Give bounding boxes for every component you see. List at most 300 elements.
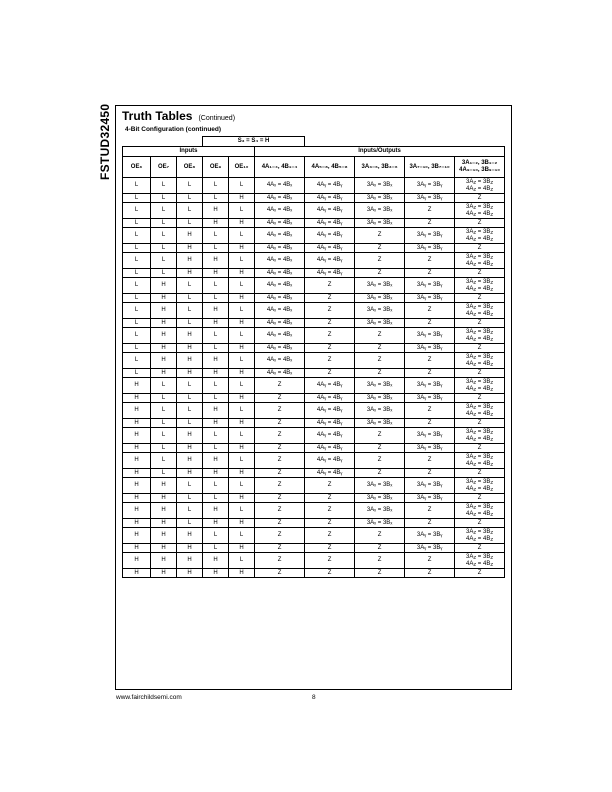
oe-cell: H: [177, 253, 203, 269]
oe-cell: L: [151, 394, 177, 403]
oe-cell: H: [177, 328, 203, 344]
table-row: [123, 353, 505, 369]
io-cell-last: [455, 503, 505, 519]
io-cell: 3Aᵧ = 3Bᵧ: [405, 378, 455, 394]
oe-cell: H: [203, 453, 229, 469]
io-cell-line: Z: [477, 369, 482, 376]
io-cell-line: $3A_Z = 3B_Z$: [466, 229, 494, 235]
column-header: OE₁₀: [229, 157, 255, 178]
io-cell: 3Aₓ = 3Bₓ: [355, 203, 405, 219]
oe-cell: H: [177, 569, 203, 578]
io-cell-last: [455, 269, 505, 278]
io-cell-last: [455, 253, 505, 269]
io-cell: Z: [255, 419, 305, 428]
column-header: [455, 157, 505, 178]
oe-cell: L: [177, 203, 203, 219]
oe-cell: H: [123, 494, 151, 503]
io-cell-line: $4A_Z = 4B_Z$: [466, 410, 494, 417]
io-cell-line: $4A_Z = 4B_Z$: [466, 535, 494, 542]
io-cell-line: $4A_Z = 4B_Z$: [466, 460, 494, 467]
oe-cell: H: [177, 344, 203, 353]
table-row: [123, 544, 505, 553]
oe-cell: H: [177, 228, 203, 244]
io-cell: Z: [405, 453, 455, 469]
io-cell: Z: [305, 569, 355, 578]
table-row: [123, 194, 505, 203]
io-cell-line: $3A_Z = 3B_Z$: [466, 554, 494, 560]
oe-cell: H: [203, 553, 229, 569]
io-cell: 3Aₓ = 3Bₓ: [355, 494, 405, 503]
io-cell: Z: [355, 253, 405, 269]
oe-cell: L: [229, 403, 255, 419]
io-cell: 3Aᵧ = 3Bᵧ: [405, 428, 455, 444]
oe-cell: L: [203, 528, 229, 544]
io-cell: Z: [405, 403, 455, 419]
io-cell: 3Aᵧ = 3Bᵧ: [405, 394, 455, 403]
oe-cell: L: [177, 478, 203, 494]
column-header: OE₉: [203, 157, 229, 178]
io-cell: 3Aₓ = 3Bₓ: [355, 419, 405, 428]
oe-cell: H: [177, 453, 203, 469]
io-cell: 3Aᵧ = 3Bᵧ: [405, 478, 455, 494]
oe-cell: L: [177, 519, 203, 528]
oe-cell: H: [151, 278, 177, 294]
oe-cell: L: [203, 478, 229, 494]
io-cell-last: [455, 353, 505, 369]
io-cell: Z: [305, 353, 355, 369]
select-condition: S₃ = S₄ = H: [203, 137, 305, 147]
io-cell: 3Aᵧ = 3Bᵧ: [405, 328, 455, 344]
oe-cell: L: [177, 419, 203, 428]
io-cell-line: Z: [477, 344, 482, 351]
io-cell: Z: [305, 528, 355, 544]
side-part-number: [98, 100, 114, 180]
oe-cell: H: [151, 553, 177, 569]
oe-cell: H: [229, 219, 255, 228]
io-cell: 4Aᵧ = 4Bᵧ: [305, 244, 355, 253]
oe-cell: L: [123, 353, 151, 369]
io-cell-line: $4A_Z = 4B_Z$: [466, 260, 494, 267]
oe-cell: L: [151, 244, 177, 253]
oe-cell: H: [177, 544, 203, 553]
oe-cell: L: [229, 353, 255, 369]
oe-cell: H: [123, 469, 151, 478]
io-cell-line: $3A_Z = 3B_Z$: [466, 329, 494, 335]
oe-cell: L: [177, 403, 203, 419]
oe-cell: L: [123, 294, 151, 303]
table-row: [123, 553, 505, 569]
io-cell-last: [455, 228, 505, 244]
io-cell-last: [455, 203, 505, 219]
oe-cell: L: [203, 344, 229, 353]
oe-cell: H: [229, 294, 255, 303]
oe-cell: L: [123, 278, 151, 294]
oe-cell: L: [229, 478, 255, 494]
io-cell: Z: [355, 344, 405, 353]
oe-cell: H: [203, 469, 229, 478]
oe-cell: H: [123, 478, 151, 494]
io-cell: Z: [405, 569, 455, 578]
io-cell-last: [455, 303, 505, 319]
table-row: [123, 428, 505, 444]
io-cell: Z: [405, 269, 455, 278]
io-cell-line: $4A_Z = 4B_Z$: [466, 510, 494, 517]
io-cell: Z: [255, 553, 305, 569]
io-cell: Z: [255, 519, 305, 528]
oe-cell: H: [151, 353, 177, 369]
oe-cell: H: [151, 519, 177, 528]
io-cell-last: [455, 494, 505, 503]
io-cell-last: [455, 178, 505, 194]
io-cell: 4Aᵧ = 4Bᵧ: [305, 428, 355, 444]
oe-cell: H: [177, 353, 203, 369]
io-cell: 4Aᵧ = 4Bᵧ: [305, 378, 355, 394]
io-cell-last: [455, 478, 505, 494]
io-cell: 4Aₓ = 4Bₓ: [255, 194, 305, 203]
io-cell: Z: [405, 219, 455, 228]
io-cell: Z: [255, 544, 305, 553]
io-cell: Z: [405, 319, 455, 328]
io-cell: 4Aᵧ = 4Bᵧ: [305, 419, 355, 428]
oe-cell: L: [229, 253, 255, 269]
io-cell: 3Aₓ = 3Bₓ: [355, 294, 405, 303]
io-cell-last: [455, 219, 505, 228]
io-cell-line: $4A_Z = 4B_Z$: [466, 435, 494, 442]
io-cell: 4Aₓ = 4Bₓ: [255, 228, 305, 244]
io-cell-last: [455, 278, 505, 294]
io-cell: Z: [405, 203, 455, 219]
io-cell-line: $4A_Z = 4B_Z$: [466, 485, 494, 492]
oe-cell: H: [203, 569, 229, 578]
io-cell-line: $4A_Z = 4B_Z$: [466, 360, 494, 367]
io-cell-line: $4A_Z = 4B_Z$: [466, 185, 494, 192]
oe-cell: L: [229, 528, 255, 544]
oe-cell: H: [123, 378, 151, 394]
oe-cell: H: [151, 478, 177, 494]
io-cell: 4Aᵧ = 4Bᵧ: [305, 269, 355, 278]
io-cell: Z: [405, 419, 455, 428]
oe-cell: L: [123, 219, 151, 228]
io-cell-line: $4A_Z = 4B_Z$: [466, 560, 494, 567]
oe-cell: L: [229, 378, 255, 394]
section-title: [122, 109, 235, 123]
column-header: 3A₃₋₆, 3B₃₋₆: [355, 157, 405, 178]
io-cell-line: $4A_Z = 4B_Z$: [466, 385, 494, 392]
io-cell: 4Aᵧ = 4Bᵧ: [305, 469, 355, 478]
io-cell-line: $4A_Z = 4B_Z$: [466, 310, 494, 317]
table-subtitle: 4-Bit Configuration (continued): [125, 126, 222, 133]
oe-cell: H: [203, 319, 229, 328]
oe-cell: L: [229, 203, 255, 219]
oe-cell: H: [151, 528, 177, 544]
io-cell-last: [455, 569, 505, 578]
io-cell: Z: [355, 528, 405, 544]
oe-cell: L: [203, 194, 229, 203]
oe-cell: L: [203, 428, 229, 444]
io-cell: Z: [355, 353, 405, 369]
oe-cell: L: [123, 369, 151, 378]
oe-cell: L: [203, 444, 229, 453]
io-cell: Z: [255, 469, 305, 478]
io-cell: Z: [405, 369, 455, 378]
io-cell: 4Aₓ = 4Bₓ: [255, 344, 305, 353]
oe-cell: H: [203, 203, 229, 219]
io-cell: Z: [405, 469, 455, 478]
oe-cell: H: [203, 303, 229, 319]
io-cell-line: Z: [477, 269, 482, 276]
oe-cell: H: [123, 519, 151, 528]
oe-cell: L: [177, 303, 203, 319]
oe-cell: H: [151, 369, 177, 378]
oe-cell: H: [177, 469, 203, 478]
oe-cell: H: [229, 444, 255, 453]
column-header: OE₈: [177, 157, 203, 178]
io-cell: Z: [405, 303, 455, 319]
oe-cell: L: [123, 194, 151, 203]
io-cell: Z: [305, 519, 355, 528]
oe-cell: L: [151, 228, 177, 244]
io-cell: Z: [305, 303, 355, 319]
io-cell: 3Aᵧ = 3Bᵧ: [405, 544, 455, 553]
side-part-number-text: FSTUD32450: [98, 103, 112, 180]
io-cell: Z: [255, 444, 305, 453]
oe-cell: L: [123, 253, 151, 269]
oe-cell: H: [151, 303, 177, 319]
io-cell: 4Aᵧ = 4Bᵧ: [305, 403, 355, 419]
table-row: [123, 344, 505, 353]
oe-cell: H: [123, 544, 151, 553]
io-cell: 4Aₓ = 4Bₓ: [255, 369, 305, 378]
table-row: [123, 453, 505, 469]
io-cell-line: $4A_Z = 4B_Z$: [466, 285, 494, 292]
io-cell: Z: [355, 328, 405, 344]
oe-cell: H: [151, 328, 177, 344]
io-cell: 4Aₓ = 4Bₓ: [255, 303, 305, 319]
oe-cell: H: [203, 253, 229, 269]
oe-cell: H: [229, 469, 255, 478]
io-cell: 3Aₓ = 3Bₓ: [355, 503, 405, 519]
oe-cell: L: [229, 328, 255, 344]
oe-cell: H: [203, 519, 229, 528]
oe-cell: L: [203, 244, 229, 253]
table-row: [123, 378, 505, 394]
oe-cell: H: [177, 528, 203, 544]
table-row: [123, 253, 505, 269]
io-cell: 4Aₓ = 4Bₓ: [255, 203, 305, 219]
table-row: [123, 319, 505, 328]
oe-cell: H: [123, 428, 151, 444]
table-row: [123, 478, 505, 494]
io-cell-line: Z: [477, 244, 482, 251]
io-cell-line: $4A_Z = 4B_Z$: [466, 210, 494, 217]
io-cell-line: $3A_Z = 3B_Z$: [466, 279, 494, 285]
oe-cell: L: [177, 178, 203, 194]
oe-cell: H: [151, 344, 177, 353]
table-row: [123, 394, 505, 403]
oe-cell: H: [203, 503, 229, 519]
oe-cell: L: [123, 303, 151, 319]
oe-cell: L: [203, 278, 229, 294]
oe-cell: L: [177, 194, 203, 203]
oe-cell: L: [151, 453, 177, 469]
oe-cell: L: [177, 294, 203, 303]
oe-cell: L: [203, 378, 229, 394]
io-cell: Z: [355, 269, 405, 278]
io-cell: Z: [355, 569, 405, 578]
io-cell: Z: [305, 319, 355, 328]
oe-cell: L: [229, 428, 255, 444]
oe-cell: L: [203, 178, 229, 194]
oe-cell: H: [229, 269, 255, 278]
group-inputs-outputs: Inputs/Outputs: [255, 147, 505, 157]
io-cell-last: [455, 544, 505, 553]
oe-cell: H: [229, 394, 255, 403]
oe-cell: L: [151, 194, 177, 203]
io-cell-last: [455, 378, 505, 394]
io-cell-last: [455, 394, 505, 403]
io-cell: 4Aₓ = 4Bₓ: [255, 244, 305, 253]
io-cell: Z: [355, 369, 405, 378]
oe-cell: L: [151, 378, 177, 394]
oe-cell: H: [229, 544, 255, 553]
table-row: [123, 219, 505, 228]
oe-cell: L: [177, 494, 203, 503]
io-cell: 4Aₓ = 4Bₓ: [255, 219, 305, 228]
io-cell: Z: [255, 494, 305, 503]
oe-cell: L: [229, 503, 255, 519]
oe-cell: L: [151, 444, 177, 453]
oe-cell: H: [123, 528, 151, 544]
oe-cell: H: [229, 369, 255, 378]
oe-cell: L: [177, 503, 203, 519]
table-row: [123, 519, 505, 528]
io-cell: Z: [355, 544, 405, 553]
io-cell: Z: [405, 253, 455, 269]
table-row: [123, 244, 505, 253]
oe-cell: L: [229, 553, 255, 569]
table-row: [123, 269, 505, 278]
oe-cell: L: [151, 403, 177, 419]
io-cell-last: [455, 328, 505, 344]
oe-cell: L: [229, 303, 255, 319]
io-cell: Z: [305, 294, 355, 303]
oe-cell: H: [123, 394, 151, 403]
io-cell: 3Aₓ = 3Bₓ: [355, 478, 405, 494]
io-cell: 3Aᵧ = 3Bᵧ: [405, 444, 455, 453]
io-cell: Z: [355, 244, 405, 253]
io-cell-last: [455, 294, 505, 303]
table-row: [123, 303, 505, 319]
oe-cell: H: [177, 444, 203, 453]
io-cell: Z: [355, 444, 405, 453]
oe-cell: H: [151, 569, 177, 578]
io-cell: Z: [405, 503, 455, 519]
io-cell: Z: [255, 528, 305, 544]
io-cell: Z: [305, 503, 355, 519]
oe-cell: L: [203, 394, 229, 403]
io-cell: 4Aᵧ = 4Bᵧ: [305, 444, 355, 453]
truth-table: [122, 136, 505, 578]
io-cell-line: $3A_Z = 3B_Z$: [466, 354, 494, 360]
oe-cell: H: [203, 403, 229, 419]
io-cell-line: Z: [477, 544, 482, 551]
column-header: OE₇: [151, 157, 177, 178]
io-cell-last: [455, 444, 505, 453]
oe-cell: H: [177, 428, 203, 444]
oe-cell: H: [123, 419, 151, 428]
io-cell-last: [455, 403, 505, 419]
oe-cell: L: [151, 469, 177, 478]
oe-cell: L: [151, 419, 177, 428]
oe-cell: L: [123, 344, 151, 353]
io-cell: 3Aₓ = 3Bₓ: [355, 378, 405, 394]
io-cell-line: Z: [477, 194, 482, 201]
io-cell: 3Aᵧ = 3Bᵧ: [405, 244, 455, 253]
oe-cell: H: [229, 494, 255, 503]
oe-cell: H: [123, 553, 151, 569]
oe-cell: H: [123, 453, 151, 469]
oe-cell: L: [177, 378, 203, 394]
io-cell-line: Z: [477, 319, 482, 326]
oe-cell: L: [123, 244, 151, 253]
truth-table-body: [123, 178, 505, 578]
io-cell: 3Aᵧ = 3Bᵧ: [405, 294, 455, 303]
io-cell: Z: [255, 378, 305, 394]
oe-cell: L: [151, 178, 177, 194]
oe-cell: H: [151, 544, 177, 553]
io-cell: 4Aᵧ = 4Bᵧ: [305, 228, 355, 244]
io-cell: Z: [255, 453, 305, 469]
io-cell: Z: [255, 478, 305, 494]
oe-cell: L: [203, 494, 229, 503]
io-cell: 3Aᵧ = 3Bᵧ: [405, 194, 455, 203]
table-row: [123, 294, 505, 303]
io-cell: 3Aₓ = 3Bₓ: [355, 194, 405, 203]
oe-cell: L: [123, 178, 151, 194]
io-cell: 4Aᵧ = 4Bᵧ: [305, 453, 355, 469]
io-cell: Z: [355, 453, 405, 469]
oe-cell: L: [229, 278, 255, 294]
oe-cell: H: [177, 244, 203, 253]
column-header: 3A₇₋₁₀, 3B₇₋₁₀: [405, 157, 455, 178]
io-cell-last: [455, 194, 505, 203]
oe-cell: L: [151, 253, 177, 269]
io-cell: 3Aₓ = 3Bₓ: [355, 303, 405, 319]
io-cell-line: Z: [477, 569, 482, 576]
io-cell: 3Aᵧ = 3Bᵧ: [405, 494, 455, 503]
io-cell: Z: [305, 544, 355, 553]
io-cell-line: $3A_Z = 3B_Z$: [466, 479, 494, 485]
column-header-line: 4A₉₋₁₀, 3B₉₋₁₀: [459, 167, 500, 173]
io-cell-line: $4A_Z = 4B_Z$: [466, 235, 494, 242]
io-cell: 4Aₓ = 4Bₓ: [255, 253, 305, 269]
io-cell-line: $3A_Z = 3B_Z$: [466, 379, 494, 385]
oe-cell: L: [123, 328, 151, 344]
oe-cell: L: [177, 319, 203, 328]
io-cell: 3Aᵧ = 3Bᵧ: [405, 344, 455, 353]
oe-cell: H: [229, 419, 255, 428]
io-cell-last: [455, 428, 505, 444]
table-row: [123, 503, 505, 519]
oe-cell: H: [229, 319, 255, 328]
oe-cell: L: [123, 269, 151, 278]
table-row: [123, 444, 505, 453]
io-cell: 3Aᵧ = 3Bᵧ: [405, 178, 455, 194]
io-cell: 4Aₓ = 4Bₓ: [255, 319, 305, 328]
oe-cell: H: [203, 269, 229, 278]
io-cell: 4Aₓ = 4Bₓ: [255, 353, 305, 369]
table-row: [123, 569, 505, 578]
